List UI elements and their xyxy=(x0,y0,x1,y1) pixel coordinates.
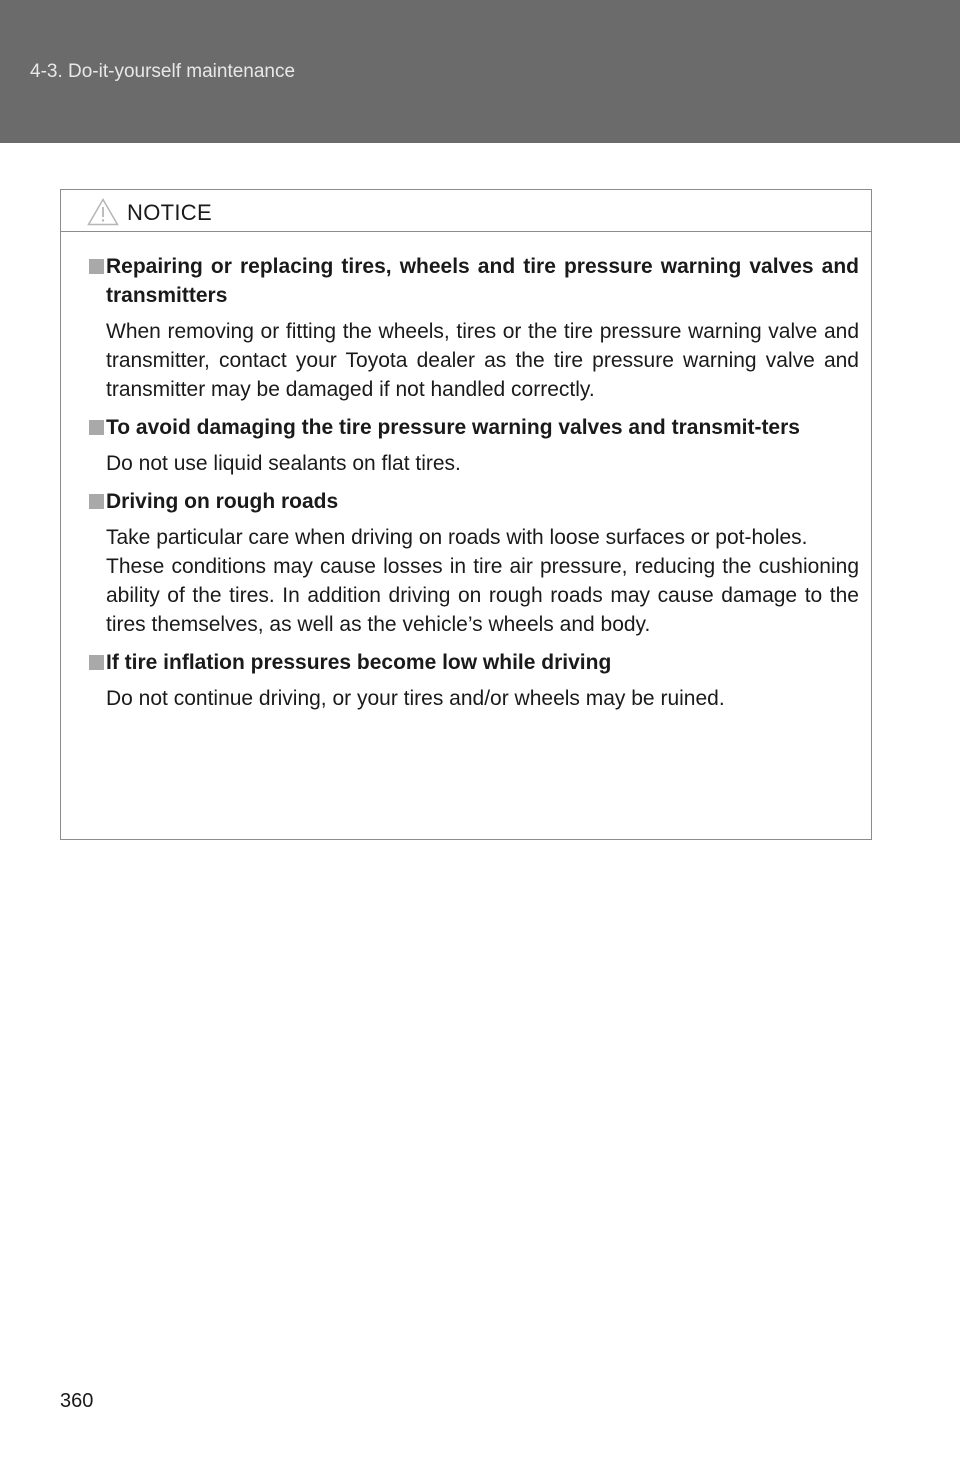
notice-header xyxy=(61,190,871,232)
notice-item xyxy=(89,252,859,413)
item-paragraph: These conditions may cause losses in tire air pressure, reducing the cushioning ability of the tires. In addition driving on rough roads may cause damage to the tires themselves, as well as the vehicle’s wheels and body. xyxy=(106,555,859,636)
bullet-square-icon xyxy=(89,494,104,509)
item-text xyxy=(106,317,859,404)
item-title: Repairing or replacing tires, wheels and tire pressure warning valves and transmitters xyxy=(106,255,859,307)
header-band xyxy=(0,0,960,143)
bullet-square-icon xyxy=(89,259,104,274)
item-paragraph: Do not use liquid sealants on flat tires. xyxy=(106,452,461,475)
item-paragraph: Do not continue driving, or your tires and/or wheels may be ruined. xyxy=(106,687,725,710)
item-title: To avoid damaging the tire pressure warning valves and transmit-ters xyxy=(106,416,800,439)
bullet-square-icon xyxy=(89,655,104,670)
item-title: If tire inflation pressures become low while driving xyxy=(106,651,612,674)
item-text xyxy=(106,684,859,713)
notice-body xyxy=(61,232,871,722)
notice-item xyxy=(89,648,859,722)
notice-label: NOTICE xyxy=(127,200,212,225)
section-title: 4-3. Do-it-yourself maintenance xyxy=(30,61,296,82)
item-title: Driving on rough roads xyxy=(106,490,339,513)
page-number: 360 xyxy=(60,1390,94,1412)
item-text xyxy=(106,449,859,478)
bullet-square-icon xyxy=(89,420,104,435)
item-text xyxy=(106,523,859,639)
item-paragraph: Take particular care when driving on roads with loose surfaces or pot-holes. xyxy=(106,526,808,549)
notice-item xyxy=(89,413,859,487)
notice-box xyxy=(60,189,872,840)
notice-item xyxy=(89,487,859,648)
warning-triangle-icon xyxy=(87,198,119,226)
item-paragraph: When removing or fitting the wheels, tires or the tire pressure warning valve and transmitter, contact your Toyota dealer as the tire pressure warning valve and transmitter may be damaged if not handled correctly. xyxy=(106,320,859,401)
